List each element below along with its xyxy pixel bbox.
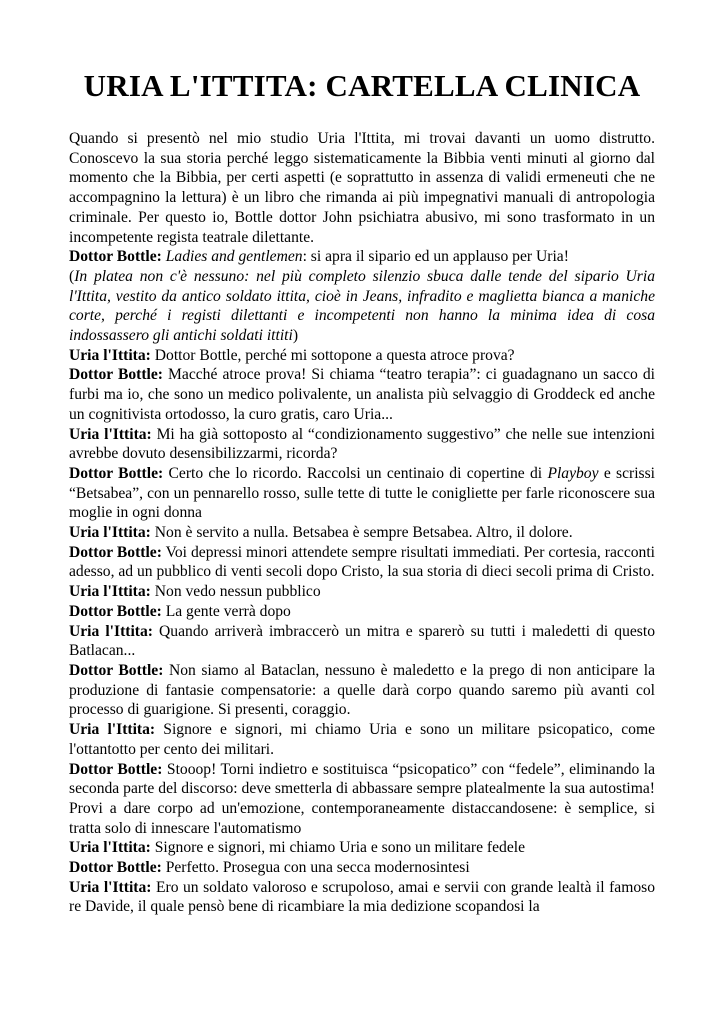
speaker-label: Dottor Bottle:	[69, 248, 162, 266]
dialogue-line	[69, 523, 655, 543]
dialogue-text: Non vedo nessun pubblico	[150, 583, 321, 601]
stage-direction	[69, 267, 655, 346]
dialogue-text: Dottor Bottle, perché mi sottopone a questa atroce prova?	[150, 346, 515, 364]
dialogue-line	[69, 543, 655, 582]
dialogue-line	[69, 602, 655, 622]
dialogue-text: Quando arriverà imbraccerò un mitra e sparerò su tutti i maledetti di questo Batlacan...	[69, 622, 655, 660]
dialogue-text: Non siamo al Bataclan, nessuno è maledetto e la prego di non anticipare la produzione di fantasie compensatorie: a quelle darà corpo quando saremo più avanti col processo di guarigione. Si presenti, coraggio.	[69, 661, 655, 719]
dialogue-text: Perfetto. Prosegua con una secca modernosintesi	[161, 859, 470, 877]
speaker-label: Dottor Bottle:	[69, 661, 164, 679]
speaker-label: Uria l'Ittita:	[69, 622, 153, 640]
stage-direction-text: In platea non c'è nessuno: nel più completo silenzio sbuca dalle tende del sipario Uria l'Ittita, vestito da antico soldato ittita, cioè in Jeans, infradito e maglietta bianca a maniche corte, perché i registi dilettanti e incompetenti non hanno la minima idea di cosa indossassero gli antichi soldati ittiti	[69, 267, 655, 345]
dialogue-line	[69, 346, 655, 366]
document-title: URIA L'ITTITA: CARTELLA CLINICA	[83, 68, 641, 103]
speaker-label: Uria l'Ittita:	[69, 346, 151, 364]
italic-phrase: Playboy	[547, 464, 599, 482]
dialogue-line	[69, 425, 655, 464]
dialogue-text: Ero un soldato valoroso e scrupoloso, amai e servii con grande lealtà il famoso re Davide, il quale pensò bene di ricambiare la mia dedizione scopandosi la	[69, 878, 655, 916]
stage-close-paren: )	[292, 327, 299, 345]
dialogue-text: Non è servito a nulla. Betsabea è sempre Betsabea. Altro, il dolore.	[150, 524, 573, 542]
speaker-label: Dottor Bottle:	[69, 602, 162, 620]
dialogue-text: Signore e signori, mi chiamo Uria e sono un militare fedele	[150, 839, 526, 857]
dialogue-text: : si apra il sipario ed un applauso per Uria!	[302, 248, 569, 266]
dialogue-line	[69, 247, 655, 267]
dialogue-line	[69, 622, 655, 661]
speaker-label: Dottor Bottle:	[69, 760, 163, 778]
speaker-label: Uria l'Ittita:	[69, 583, 151, 601]
dialogue-line	[69, 464, 655, 523]
dialogue-text: La gente verrà dopo	[161, 602, 291, 620]
speaker-label: Uria l'Ittita:	[69, 721, 156, 739]
dialogue-line	[69, 365, 655, 424]
speaker-label: Uria l'Ittita:	[69, 524, 151, 542]
speaker-label: Dottor Bottle:	[69, 366, 163, 384]
dialogue-text: Signore e signori, mi chiamo Uria e sono un militare psicopatico, come l'ottantotto per cento dei militari.	[69, 721, 655, 758]
italic-phrase: Ladies and gentlemen	[165, 248, 303, 266]
speaker-label: Uria l'Ittita:	[69, 878, 152, 896]
dialogue-text: Stooop! Torni indietro e sostituisca “psicopatico” con “fedele”, eliminando la seconda parte del discorso: deve smetterla di abbassare sempre platealmente la sua autostima! Provi a dare corpo ad un'emozione, contemporaneamente distaccandosene: è semplice, si tratta solo di innescare l'automatismo	[69, 760, 655, 837]
speaker-label: Dottor Bottle:	[69, 464, 164, 482]
speaker-label: Dottor Bottle:	[69, 543, 162, 561]
speaker-label: Uria l'Ittita:	[69, 425, 152, 443]
document-body	[69, 129, 655, 917]
dialogue-text-after: e scrissi “Betsabea”, con un pennarello rosso, sulle tette di tutte le conigliette per farle riconoscere sua moglie in ogni donna	[69, 464, 656, 522]
dialogue-line	[69, 858, 655, 878]
dialogue-text: Mi ha già sottoposto al “condizionamento suggestivo” che nelle sue intenzioni avrebbe dovuto desensibilizzarmi, ricorda?	[69, 425, 655, 463]
dialogue-text: Macché atroce prova! Si chiama “teatro terapia”: ci guadagnano un sacco di furbi ma io, che sono un medico polivalente, un analista più selvaggio di Groddeck ed anche un cognitivista ortodosso, la curo gratis, caro Uria...	[69, 366, 655, 423]
dialogue-line	[69, 582, 655, 602]
dialogue-line	[69, 838, 655, 858]
dialogue-line	[69, 760, 655, 839]
dialogue-line	[69, 878, 655, 917]
speaker-label: Uria l'Ittita:	[69, 839, 151, 857]
speaker-label: Dottor Bottle:	[69, 859, 162, 877]
stage-open-paren: (	[69, 267, 75, 285]
dialogue-line	[69, 661, 655, 720]
dialogue-line	[69, 720, 655, 759]
dialogue-text: Voi depressi minori attendete sempre risultati immediati. Per cortesia, racconti adesso, ad un pubblico di venti secoli dopo Cristo, la sua storia di dieci secoli prima di Cristo.	[69, 543, 655, 581]
dialogue-text: Certo che lo ricordo. Raccolsi un centinaio di copertine di	[163, 464, 548, 482]
intro-paragraph: Quando si presentò nel mio studio Uria l'Ittita, mi trovai davanti un uomo distrutto. Conoscevo la sua storia perché leggo sistematicamente la Bibbia venti minuti al giorno dal momento che la Bibbia, per certi aspetti (e soprattutto in assenza di validi ermeneuti che ne accompagnino la lettura) è un libro che rimanda ai più impegnativi manuali di antropologia criminale. Per questo io, Bottle dottor John psichiatra abusivo, mi sono trasformato in un incompetente regista teatrale dilettante.	[69, 130, 655, 246]
